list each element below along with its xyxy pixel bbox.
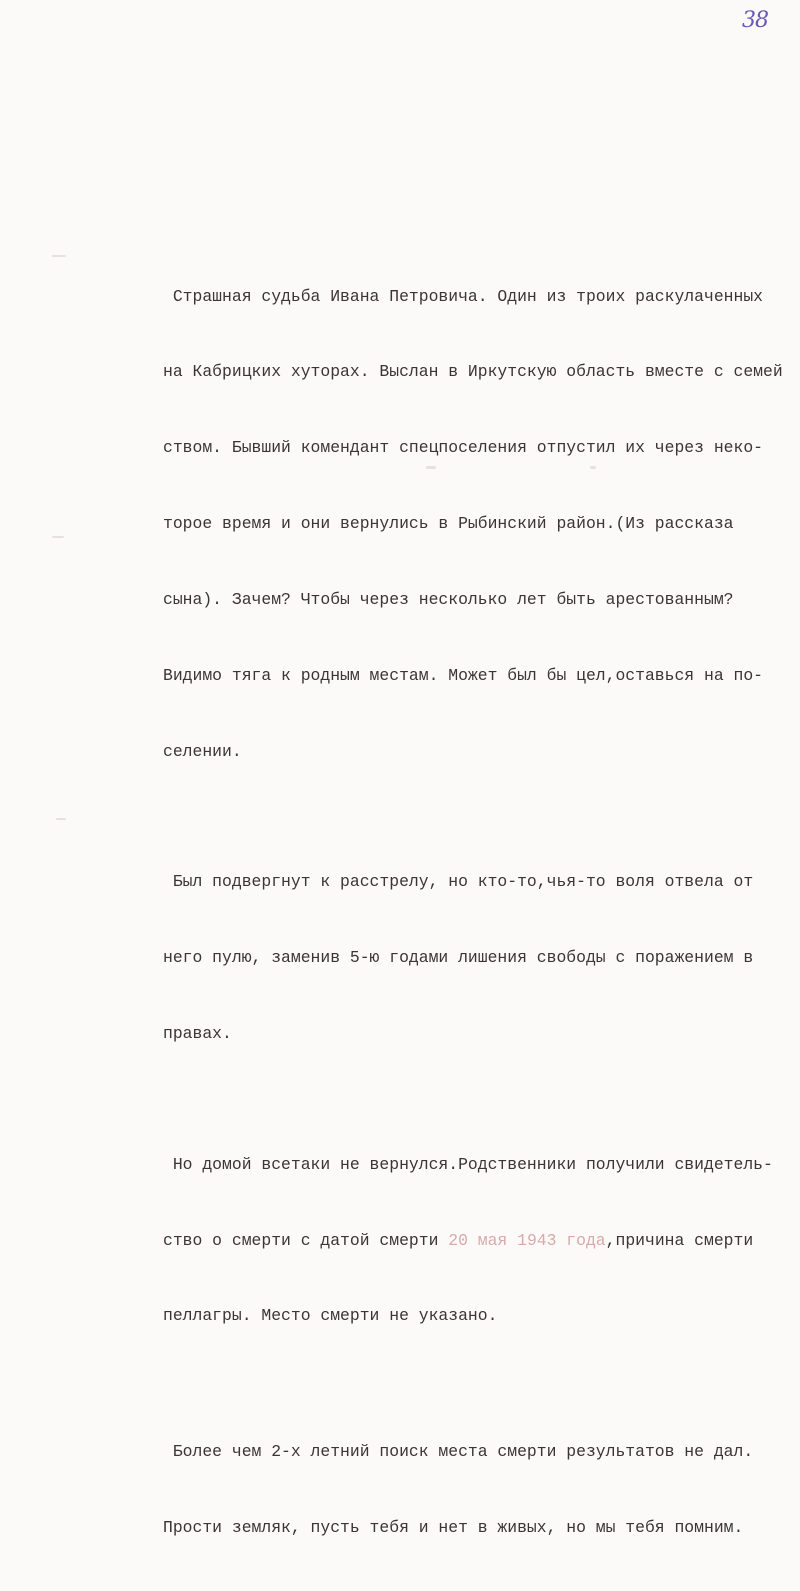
text-line: Но домой всетаки не вернулся.Родственники получили свидетель- xyxy=(163,1154,773,1174)
text-line: селении. xyxy=(163,741,242,761)
text-line: Страшная судьба Ивана Петровича. Один из троих раскулаченных xyxy=(163,286,763,306)
text-line xyxy=(163,1228,788,1253)
paragraph-4 xyxy=(163,1388,788,1590)
text-line: пеллагры. Место смерти не указано. xyxy=(163,1306,498,1326)
paragraph-3 xyxy=(163,1101,788,1379)
paragraph-2 xyxy=(163,819,788,1097)
text-line: него пулю, заменив 5-ю годами лишения свободы с поражением в xyxy=(163,948,754,968)
paragraph-1 xyxy=(163,233,788,815)
text-line: правах. xyxy=(163,1024,232,1044)
text-line: Видимо тяга к родным местам. Может был бы цел,оставься на по- xyxy=(163,666,763,686)
margin-mark xyxy=(590,466,596,469)
page-number: 38 xyxy=(742,8,768,33)
text-line: Был подвергнут к расстрелу, но кто-то,чья-то воля отвела от xyxy=(163,872,754,892)
margin-mark xyxy=(426,466,436,469)
text-segment: ,причина смерти xyxy=(605,1230,754,1250)
margin-mark xyxy=(56,818,66,820)
text-line: сына). Зачем? Чтобы через несколько лет быть арестованным? xyxy=(163,590,734,610)
text-line: ством. Бывший комендант спецпоселения отпустил их через неко- xyxy=(163,438,763,458)
margin-mark xyxy=(52,255,66,257)
text-line: Прости земляк, пусть тебя и нет в живых, но мы тебя помним. xyxy=(163,1517,744,1537)
text-line: Более чем 2-х летний поиск места смерти результатов не дал. xyxy=(163,1441,754,1461)
document-body xyxy=(163,233,788,1591)
text-line: торое время и они вернулись в Рыбинский район.(Из рассказа xyxy=(163,514,734,534)
text-line: на Кабрицких хуторах. Выслан в Иркутскую область вместе с семей xyxy=(163,362,783,382)
text-segment: ство о смерти с датой смерти xyxy=(163,1230,449,1250)
faded-death-date: 20 мая 1943 года xyxy=(448,1230,606,1250)
margin-mark xyxy=(52,536,64,538)
